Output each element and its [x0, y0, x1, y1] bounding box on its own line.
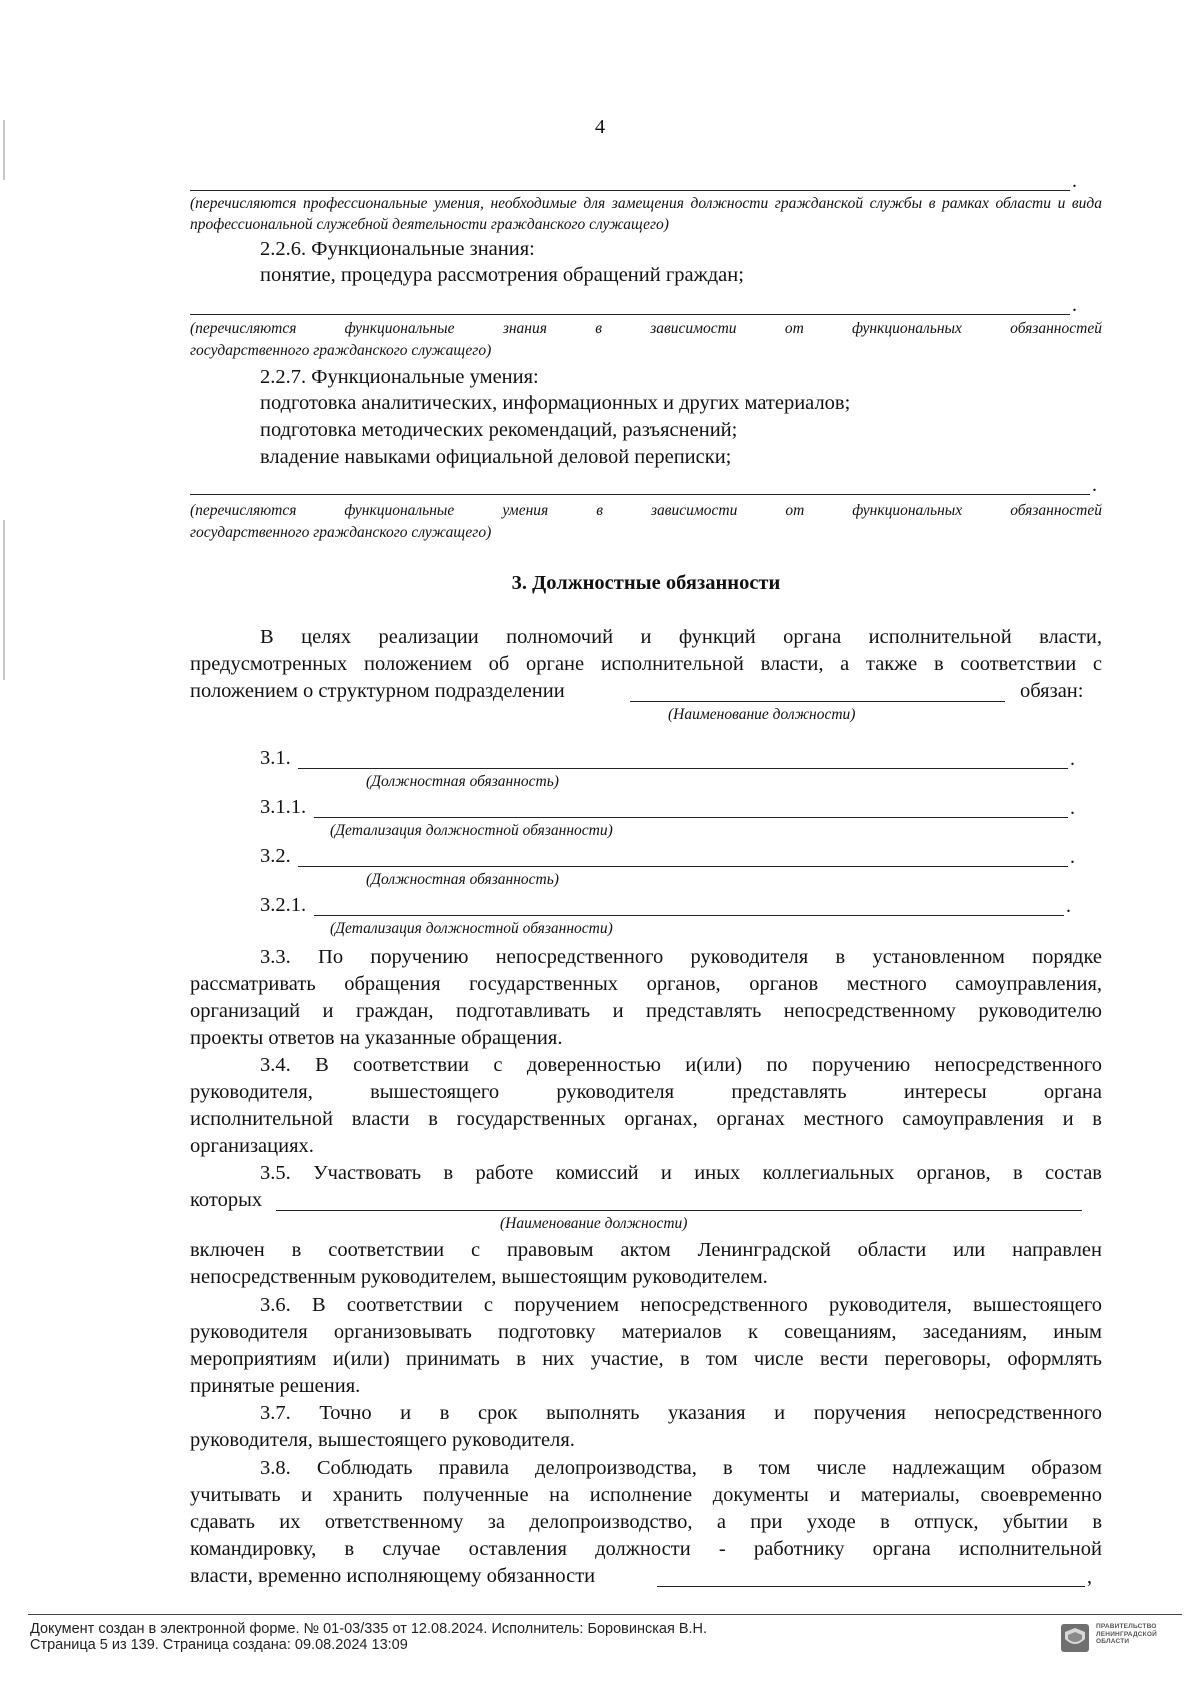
fill-line — [298, 768, 1068, 769]
duty-template-label: 3.1.1. — [260, 796, 307, 818]
note-word: обязанностей — [1010, 320, 1102, 337]
note-word: функциональные — [344, 320, 455, 337]
note-word: обязанностей — [1010, 502, 1102, 519]
paragraph-line: которых — [190, 1189, 263, 1211]
duty-template-label: 3.2.1. — [260, 894, 307, 916]
list-item: понятие, процедура рассмотрения обращений граждан; — [260, 264, 744, 286]
paragraph-line: исполнительной власти в государственных органах, органах местного самоуправления и в — [190, 1108, 1102, 1130]
footer-document-info: Документ создан в электронной форме. № 01-03/335 от 12.08.2024. Исполнитель: Боровинская В.Н. — [30, 1621, 708, 1637]
note-word: функциональных — [852, 320, 962, 337]
government-logo — [1060, 1623, 1157, 1653]
note-functional-knowledge-cont: государственного гражданского служащего) — [190, 342, 492, 359]
footer-rule — [28, 1614, 1182, 1615]
intro-line: положением о структурном подразделении — [190, 680, 565, 702]
paragraph-line: 3.6. В соответствии с поручением непосредственного руководителя, вышестоящего — [260, 1294, 1102, 1316]
duty-template-note: (Должностная обязанность) — [366, 871, 559, 888]
paragraph-line: организаций и граждан, подготавливать и представлять непосредственному руководителю — [190, 1000, 1102, 1022]
paragraph-line: руководителя, вышестоящего руководителя. — [190, 1429, 575, 1451]
note-position-name: (Наименование должности) — [668, 706, 856, 723]
list-item: подготовка аналитических, информационных и других материалов; — [260, 392, 851, 414]
paragraph-line: руководителя организовывать подготовку материалов к совещаниям, заседаниям, иным — [190, 1321, 1102, 1343]
list-item: владение навыками официальной деловой переписки; — [260, 446, 732, 468]
heading-2-2-7: 2.2.7. Функциональные умения: — [260, 366, 539, 388]
heading-2-2-6: 2.2.6. Функциональные знания: — [260, 238, 535, 260]
paragraph-line: 3.5. Участвовать в работе комиссий и иных коллегиальных органов, в состав — [260, 1162, 1102, 1184]
fill-line — [190, 494, 1090, 495]
paragraph-line: руководителя, вышестоящего руководителя представлять интересы органа — [190, 1081, 1102, 1103]
paragraph-line: проекты ответов на указанные обращения. — [190, 1027, 563, 1049]
note-professional-skills: (перечисляются профессиональные умения, необходимые для замещения должности гражданской службы в рамках области и вида профессиональной служебной деятельности гражданского служащего) — [190, 195, 1102, 233]
note-word: зависимости — [650, 502, 738, 519]
fill-line — [314, 915, 1064, 916]
note-word: в — [595, 320, 602, 337]
paragraph-line: организациях. — [190, 1135, 314, 1157]
note-functional-skills-cont: государственного гражданского служащего) — [190, 524, 492, 541]
paragraph-line: 3.4. В соответствии с доверенностью и(или) по поручению непосредственного — [260, 1054, 1102, 1076]
line-end-comma: , — [1087, 1566, 1092, 1588]
note-word: (перечисляются — [190, 320, 297, 337]
logo-caption-line: ОБЛАСТИ — [1096, 1638, 1130, 1645]
note-functional-knowledge — [190, 318, 1102, 339]
line-end-dot: . — [1066, 895, 1071, 917]
note-word: функциональных — [852, 502, 963, 519]
logo-caption-line: ПРАВИТЕЛЬСТВО — [1096, 1623, 1157, 1630]
note-word: от — [785, 502, 805, 519]
duty-template-note: (Должностная обязанность) — [366, 773, 559, 790]
duty-template-note: (Детализация должностной обязанности) — [330, 822, 613, 839]
section-title: 3. Должностные обязанности — [511, 572, 781, 594]
note-functional-skills — [190, 500, 1102, 521]
paragraph-line: рассматривать обращения государственных органов, органов местного самоуправления, — [190, 973, 1102, 995]
intro-line: предусмотренных положением об органе исполнительной власти, а также в соответствии с — [190, 653, 1102, 675]
duty-template-label: 3.1. — [260, 747, 291, 769]
line-end-dot: . — [1092, 474, 1097, 496]
paragraph-line: 3.3. По поручению непосредственного руководителя в установленном порядке — [260, 946, 1102, 968]
scan-edge-mark — [3, 520, 5, 680]
duty-template-label: 3.2. — [260, 845, 291, 867]
duty-template-note: (Детализация должностной обязанности) — [330, 920, 613, 937]
note-word: от — [784, 320, 804, 337]
intro-line: В целях реализации полномочий и функций органа исполнительной власти, — [260, 626, 1102, 648]
position-fill-line — [276, 1210, 1082, 1211]
fill-line — [190, 190, 1070, 191]
note-word: функциональные — [344, 502, 455, 519]
paragraph-line: мероприятиям и(или) принимать в них участие, в том числе вести переговоры, оформлять — [190, 1348, 1102, 1370]
line-end-dot: . — [1070, 797, 1075, 819]
paragraph-line: 3.8. Соблюдать правила делопроизводства, в том числе надлежащим образом — [260, 1457, 1102, 1479]
note-word: в — [596, 502, 603, 519]
line-end-dot: . — [1072, 294, 1077, 316]
line-end-dot: . — [1070, 846, 1075, 868]
fill-line — [657, 1586, 1085, 1587]
paragraph-line: включен в соответствии с правовым актом Ленинградской области или направлен — [190, 1239, 1102, 1261]
logo-caption-line: ЛЕНИНГРАДСКОЙ — [1096, 1630, 1157, 1638]
note-word: знания — [502, 320, 547, 337]
note-position-name: (Наименование должности) — [500, 1215, 688, 1232]
note-word: (перечисляются — [190, 502, 297, 519]
page-number: 4 — [594, 116, 606, 138]
fill-line — [190, 314, 1070, 315]
fill-line — [314, 817, 1068, 818]
logo-caption — [1096, 1623, 1157, 1646]
line-end-dot: . — [1070, 748, 1075, 770]
list-item: подготовка методических рекомендаций, разъяснений; — [260, 419, 738, 441]
paragraph-line: власти, временно исполняющему обязанности — [190, 1565, 596, 1587]
note-word: зависимости — [650, 320, 737, 337]
footer-page-info: Страница 5 из 139. Страница создана: 09.08.2024 13:09 — [30, 1637, 408, 1653]
line-end-dot: . — [1072, 170, 1077, 192]
position-fill-line — [630, 701, 1005, 702]
paragraph-line: принятые решения. — [190, 1375, 361, 1397]
paragraph-line: 3.7. Точно и в срок выполнять указания и поручения непосредственного — [260, 1402, 1102, 1424]
paragraph-line: командировку, в случае оставления должности - работнику органа исполнительной — [190, 1538, 1102, 1560]
intro-line-end: обязан: — [1020, 680, 1084, 702]
note-word: умения — [502, 502, 549, 519]
paragraph-line: непосредственным руководителем, вышестоящим руководителем. — [190, 1266, 768, 1288]
paragraph-line: сдавать их ответственному за делопроизводство, а при уходе в отпуск, убытии в — [190, 1511, 1102, 1533]
fill-line — [298, 866, 1068, 867]
coat-of-arms-icon — [1060, 1623, 1090, 1653]
paragraph-line: учитывать и хранить полученные на исполнение документы и материалы, своевременно — [190, 1484, 1102, 1506]
